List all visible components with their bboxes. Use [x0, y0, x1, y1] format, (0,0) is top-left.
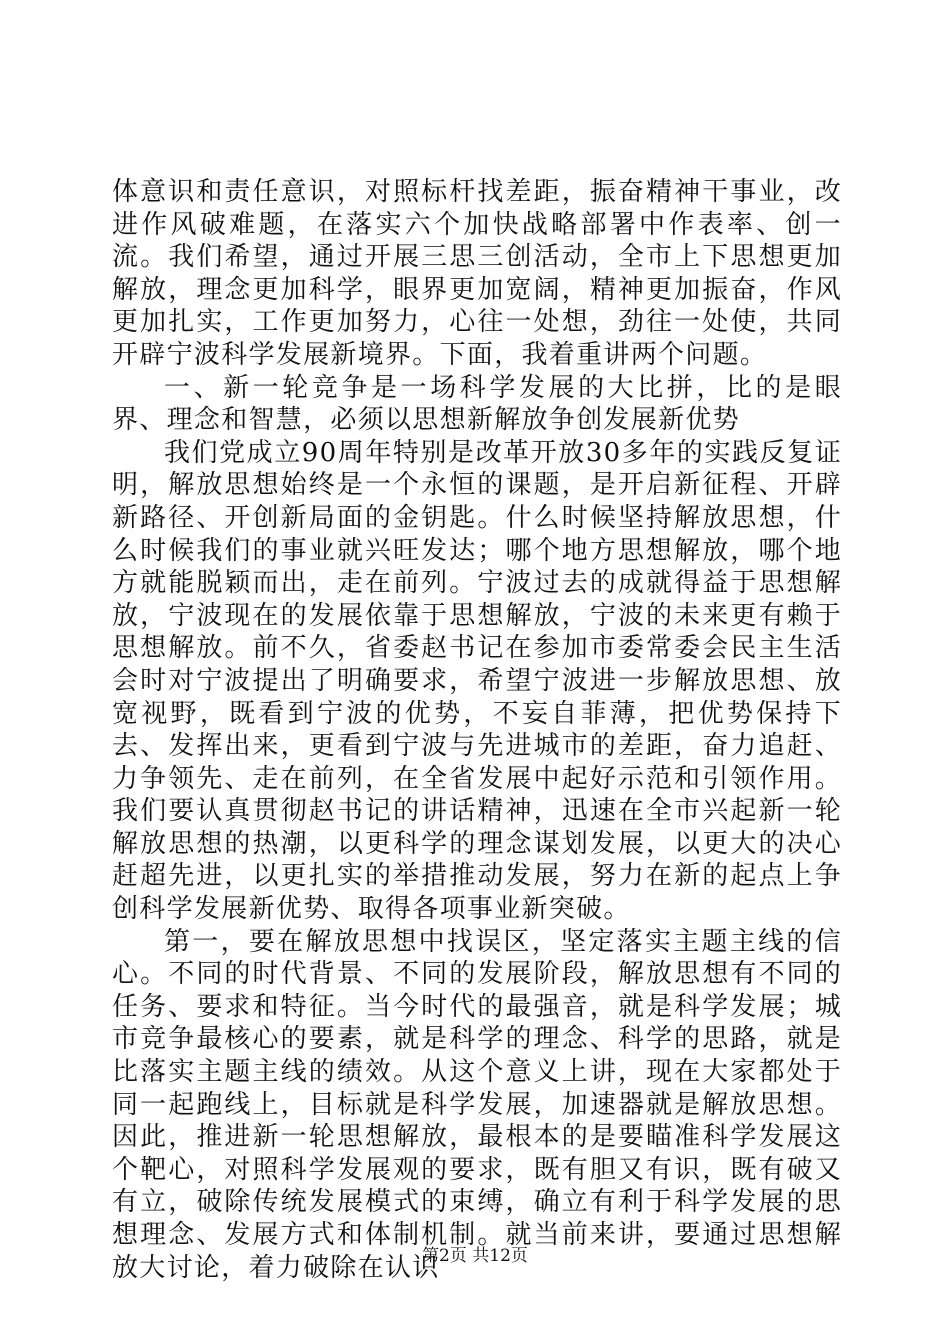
paragraph-body: 我们党成立90周年特别是改革开放30多年的实践反复证明，解放思想始终是一个永恒的课题，是开启新征程、开辟新路径、开创新局面的金钥匙。什么时候坚持解放思想，什么时候我们的事业就兴旺发达；哪个地方思想解放，哪个地方就能脱颖而出，走在前列。宁波过去的成就得益于思想解放，宁波现在的发展依靠于思想解放，宁波的未来更有赖于思想解放。前不久，省委赵书记在参加市委常委会民主生活会时对宁波提出了明确要求，希望宁波进一步解放思想、放宽视野，既看到宁波的优势，不妄自菲薄，把优势保持下去、发挥出来，更看到宁波与先进城市的差距，奋力追赶、力争领先、走在前列，在全省发展中起好示范和引领作用。我们要认真贯彻赵书记的讲话精神，迅速在全市兴起新一轮解放思想的热潮，以更科学的理念谋划发展，以更大的决心赶超先进，以更扎实的举措推动发展，努力在新的起点上争创科学发展新优势、取得各项事业新突破。	[112, 437, 842, 925]
page-footer	[0, 1246, 950, 1266]
paragraph-point-one: 第一，要在解放思想中找误区，坚定落实主题主线的信心。不同的时代背景、不同的发展阶段，解放思想有不同的任务、要求和特征。当今时代的最强音，就是科学发展；城市竞争最核心的要素，就是科学的理念、科学的思路，就是比落实主题主线的绩效。从这个意义上讲，现在大家都处于同一起跑线上，目标就是科学发展，加速器就是解放思想。因此，推进新一轮思想解放，最根本的是要瞄准科学发展这个靶心，对照科学发展观的要求，既有胆又有识，既有破又有立，破除传统发展模式的束缚，确立有利于科学发展的思想理念、发展方式和体制机制。就当前来讲，要通过思想解放大讨论，着力破除在认识	[112, 926, 842, 1283]
paragraph-continuation: 体意识和责任意识，对照标杆找差距，振奋精神干事业，改进作风破难题，在落实六个加快战略部署中作表率、创一流。我们希望，通过开展三思三创活动，全市上下思想更加解放，理念更加科学，眼界更加宽阔，精神更加振奋，作风更加扎实，工作更加努力，心往一处想，劲往一处使，共同开辟宁波科学发展新境界。下面，我着重讲两个问题。	[112, 177, 842, 370]
page-number-label: 第2页 共12页	[422, 1246, 528, 1266]
section-heading: 一、新一轮竞争是一场科学发展的大比拼，比的是眼界、理念和智慧，必须以思想新解放争创发展新优势	[112, 372, 842, 436]
document-body	[112, 176, 842, 1284]
